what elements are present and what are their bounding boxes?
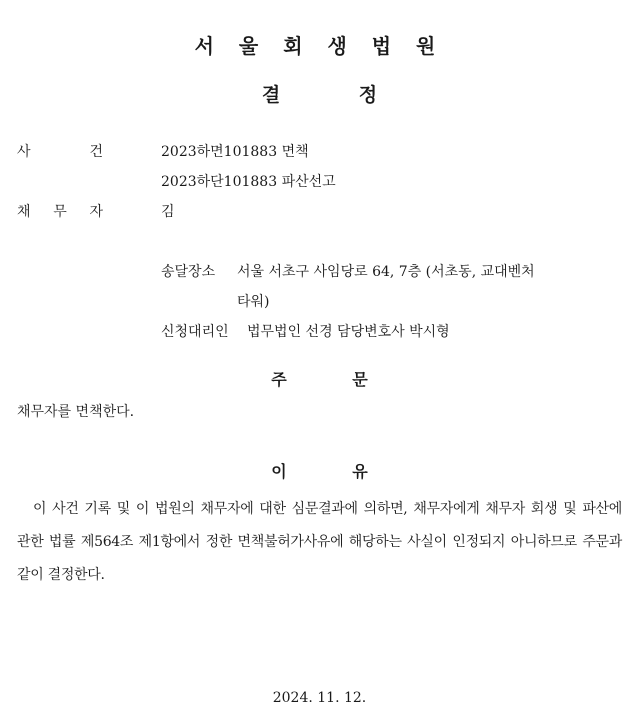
reasons-text: 이 사건 기록 및 이 법원의 채무자에 대한 심문결과에 의하면, 채무자에게 채무자 회생 및 파산에 관한 법률 제564조 제1항에서 정한 면책불허가사유에 해당하는 사실이 인정되지 아니하므로 주문과 같이 결정한다. [17, 501, 622, 583]
case-label-char: 사 [17, 144, 31, 160]
case-number-discharge: 2023하면101883 면책 [161, 144, 309, 160]
delivery-label: 송달장소 [161, 264, 216, 280]
case-label-char: 건 [89, 144, 103, 160]
ruling-text: 채무자를 면책한다. [17, 404, 135, 420]
case-label [17, 141, 103, 161]
case-number-bankruptcy: 2023하단101883 파산선고 [161, 174, 336, 190]
debtor-label-char: 자 [89, 204, 103, 220]
debtor-label-char: 채 [17, 204, 31, 220]
court-name: 서 울 회 생 법 원 [194, 34, 445, 58]
ruling-heading: 주 문 [271, 370, 368, 389]
delivery-address-line2: 타워) [237, 294, 270, 310]
delivery-address-line1: 서울 서초구 사임당로 64, 7층 (서초동, 교대벤처 [237, 264, 535, 280]
debtor-label [17, 201, 103, 221]
representative-label: 신청대리인 [161, 324, 229, 340]
debtor-name: 김 [161, 204, 175, 220]
decision-date: 2024. 11. 12. [272, 690, 367, 706]
representative-value: 법무법인 선경 담당변호사 박시형 [247, 324, 450, 340]
document-title: 결 정 [261, 84, 378, 106]
debtor-label-char: 무 [53, 204, 67, 220]
reasons-heading: 이 유 [271, 462, 368, 481]
